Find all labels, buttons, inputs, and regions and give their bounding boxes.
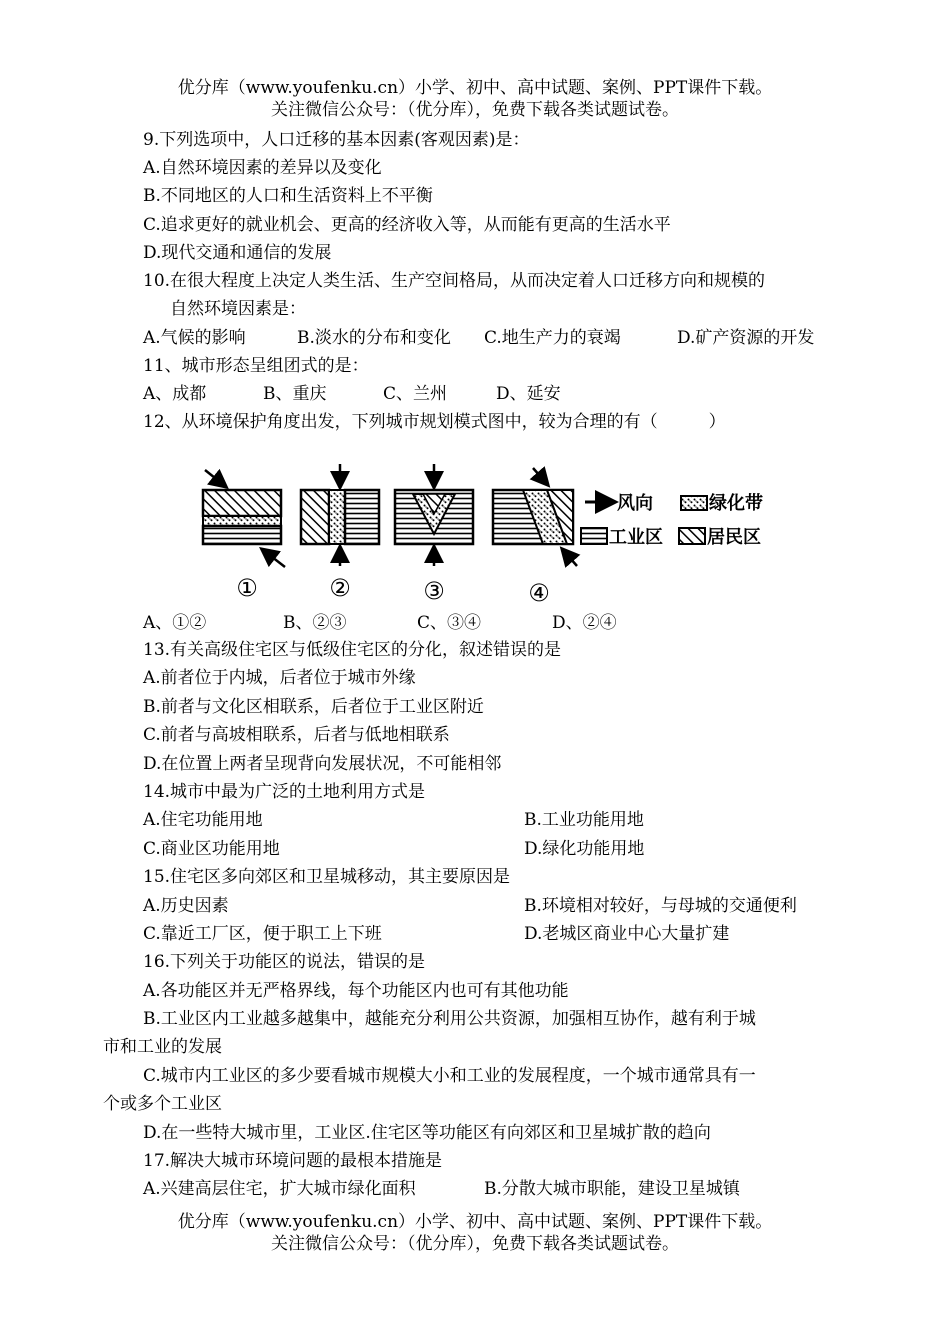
q11-option-c: C、兰州 [383, 384, 448, 404]
q16-stem: 16.下列关于功能区的说法，错误的是 [143, 952, 426, 972]
q15-option-d: D.老城区商业中心大量扩建 [524, 924, 730, 944]
q9-option-d: D.现代交通和通信的发展 [143, 243, 332, 263]
q16-option-c-line-1: C.城市内工业区的多少要看城市规模大小和工业的发展程度，一个城市通常具有一 [143, 1066, 756, 1086]
q14-option-c: C.商业区功能用地 [143, 839, 280, 859]
green-belt-swatch-icon [681, 496, 707, 510]
footer-line-1: 优分库（www.youfenku.cn）小学、初中、高中试题、案例、PPT课件下载。 [177, 1212, 773, 1232]
q11-stem: 11、城市形态呈组团式的是： [143, 356, 369, 376]
q9-stem: 9.下列选项中，人口迁移的基本因素(客观因素)是： [143, 130, 530, 150]
legend-wind: 风向 [617, 493, 653, 514]
header-line-2: 关注微信公众号：（优分库），免费下载各类试题试卷。 [271, 100, 679, 120]
q13-stem: 13.有关高级住宅区与低级住宅区的分化，叙述错误的是 [143, 640, 562, 660]
pattern-4-diagram [493, 468, 577, 566]
q16-option-c-line-2: 个或多个工业区 [103, 1094, 222, 1114]
q12-stem: 12、从环境保护角度出发，下列城市规划模式图中，较为合理的有（ ） [143, 412, 726, 432]
figure-label-3: ③ [423, 577, 445, 605]
pattern-1-diagram [203, 470, 285, 567]
figure-label-2: ② [329, 574, 351, 602]
q14-option-b: B.工业功能用地 [524, 810, 644, 830]
industry-swatch-icon [581, 528, 607, 544]
q9-option-b: B.不同地区的人口和生活资料上不平衡 [143, 186, 433, 206]
q16-option-b-line-1: B.工业区内工业越多越集中，越能充分利用公共资源，加强相互协作，越有利于城 [143, 1009, 756, 1029]
q16-option-a: A.各功能区并无严格界线，每个功能区内也可有其他功能 [143, 981, 569, 1001]
figure-label-4: ④ [528, 579, 550, 607]
q12-option-b: B、②③ [283, 613, 347, 633]
q12-option-c: C、③④ [417, 613, 482, 633]
q14-option-a: A.住宅功能用地 [143, 810, 263, 830]
q15-option-a: A.历史因素 [143, 896, 229, 916]
pattern-2-diagram [301, 464, 379, 566]
figure-label-1: ① [236, 574, 258, 602]
q11-option-b: B、重庆 [263, 384, 327, 404]
q9-option-c: C.追求更好的就业机会、更高的经济收入等，从而能有更高的生活水平 [143, 215, 671, 235]
q10-option-b: B.淡水的分布和变化 [297, 328, 451, 348]
q10-option-d: D.矿产资源的开发 [677, 328, 815, 348]
q13-option-a: A.前者位于内城，后者位于城市外缘 [143, 668, 416, 688]
q9-option-a: A.自然环境因素的差异以及变化 [143, 158, 382, 178]
q17-stem: 17.解决大城市环境问题的最根本措施是 [143, 1151, 443, 1171]
q16-option-d: D.在一些特大城市里，工业区.住宅区等功能区有向郊区和卫星城扩散的趋向 [143, 1123, 711, 1143]
q12-option-d: D、②④ [552, 613, 617, 633]
residential-swatch-icon [679, 528, 705, 544]
q10-stem-line-1: 10.在很大程度上决定人类生活、生产空间格局，从而决定着人口迁移方向和规模的 [143, 271, 766, 291]
q10-option-a: A.气候的影响 [143, 328, 246, 348]
q11-option-a: A、成都 [143, 384, 207, 404]
footer-line-2: 关注微信公众号：（优分库），免费下载各类试题试卷。 [271, 1234, 679, 1254]
q10-option-c: C.地生产力的衰竭 [484, 328, 621, 348]
legend-green-belt: 绿化带 [709, 493, 763, 514]
q14-stem: 14.城市中最为广泛的土地利用方式是 [143, 782, 426, 802]
q17-option-a: A.兴建高层住宅，扩大城市绿化面积 [143, 1179, 416, 1199]
q15-option-c: C.靠近工厂区，便于职工上下班 [143, 924, 382, 944]
pattern-3-diagram [395, 464, 473, 566]
q12-option-a: A、①② [143, 613, 207, 633]
q13-option-c: C.前者与高坡相联系，后者与低地相联系 [143, 725, 450, 745]
q10-stem-line-2: 自然环境因素是： [170, 299, 306, 319]
legend-industry: 工业区 [609, 527, 663, 548]
city-planning-diagram [195, 462, 795, 612]
q15-stem: 15.住宅区多向郊区和卫星城移动，其主要原因是 [143, 867, 511, 887]
q13-option-b: B.前者与文化区相联系，后者位于工业区附近 [143, 697, 484, 717]
q13-option-d: D.在位置上两者呈现背向发展状况，不可能相邻 [143, 754, 502, 774]
q17-option-b: B.分散大城市职能，建设卫星城镇 [484, 1179, 740, 1199]
legend-residential: 居民区 [707, 527, 761, 548]
q14-option-d: D.绿化功能用地 [524, 839, 645, 859]
q11-option-d: D、延安 [496, 384, 561, 404]
header-line-1: 优分库（www.youfenku.cn）小学、初中、高中试题、案例、PPT课件下载。 [177, 78, 773, 98]
q15-option-b: B.环境相对较好，与母城的交通便利 [524, 896, 797, 916]
figure-legend [581, 492, 763, 548]
q16-option-b-line-2: 市和工业的发展 [103, 1037, 222, 1057]
